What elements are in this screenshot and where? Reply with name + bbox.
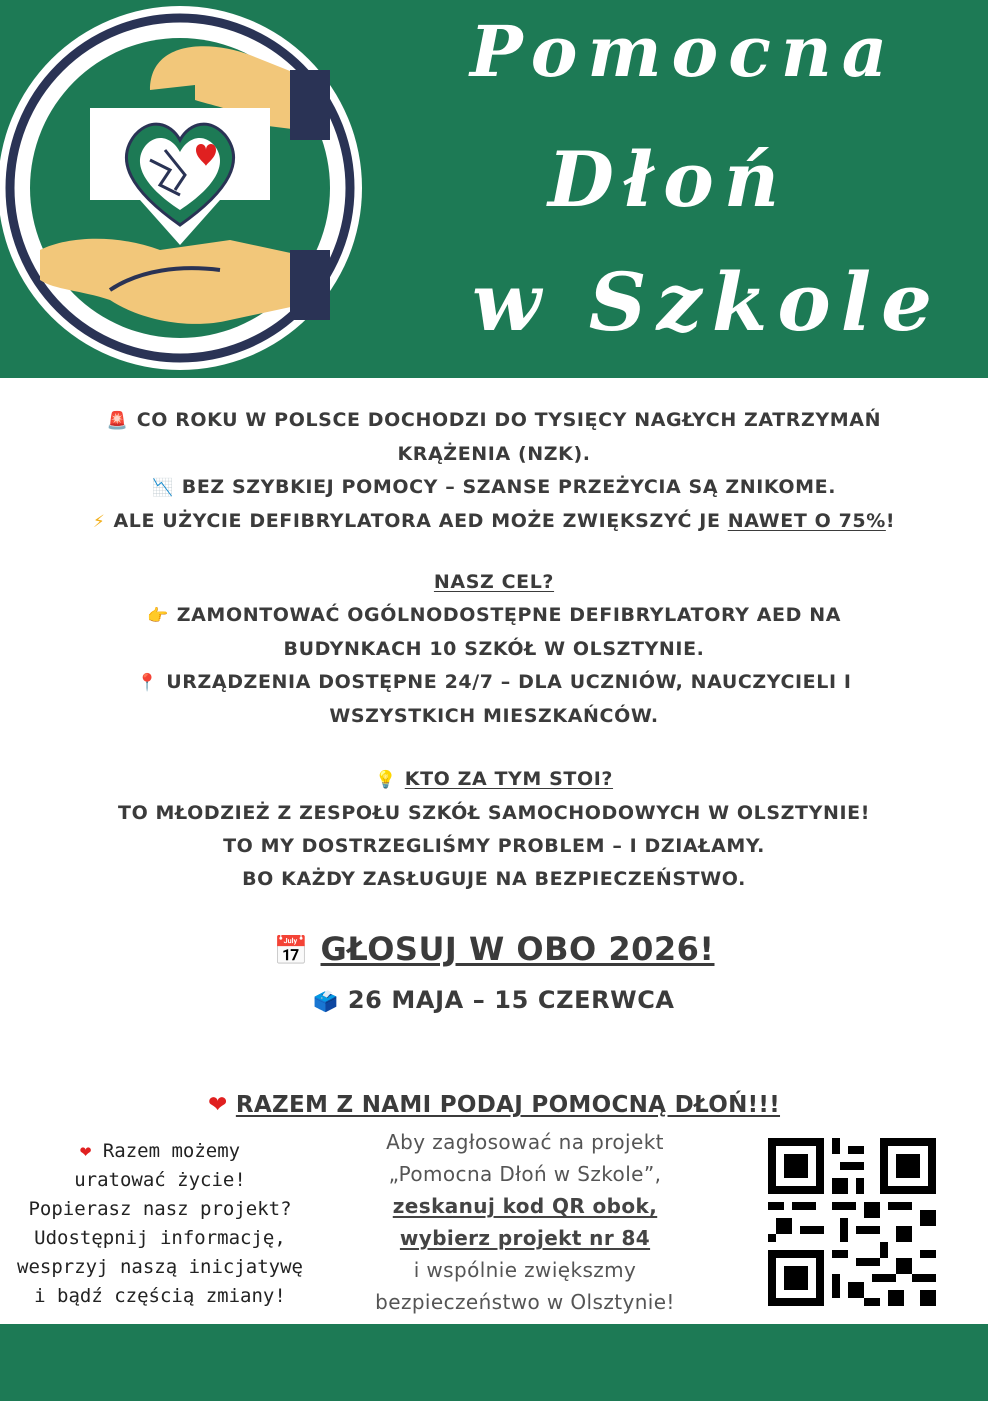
left-note-line-4: Udostępnij informację, — [34, 1227, 286, 1249]
title-line-1: Pomocna — [470, 10, 898, 93]
intro-section — [0, 404, 988, 539]
heart-icon: ❤ — [79, 1140, 92, 1162]
intro-line-4-suffix: ! — [885, 510, 896, 532]
left-note-line-2: uratować życie! — [74, 1169, 246, 1191]
mid-note-line-6: bezpieczeństwo w Olsztynie! — [375, 1290, 675, 1314]
calendar-icon: 📅 — [273, 934, 309, 967]
vote-dates: 26 MAJA – 15 CZERWCA — [347, 986, 675, 1014]
logo-helping-hands — [0, 0, 372, 380]
vote-title: GŁOSUJ W OBO 2026! — [320, 930, 715, 968]
who-line-2: TO MY DOSTRZEGLIŚMY PROBLEM – I DZIAŁAMY. — [223, 835, 765, 857]
pointing-hand-icon: 👉 — [146, 606, 169, 626]
heart-icon: ❤ — [207, 1092, 228, 1118]
goal-line-2: BUDYNKACH 10 SZKÓŁ W OLSZTYNIE. — [283, 638, 705, 660]
left-note-line-6: i bądź częścią zmiany! — [34, 1285, 286, 1307]
pin-icon: 📍 — [136, 673, 159, 693]
together-row — [0, 1092, 988, 1118]
mid-note-line-1: Aby zagłosować na projekt — [386, 1130, 664, 1154]
mid-note-line-2: „Pomocna Dłoń w Szkole”, — [388, 1162, 662, 1186]
left-note-line-5: wesprzyj naszą inicjatywę — [17, 1256, 303, 1278]
intro-line-4-prefix: ALE UŻYCIE DEFIBRYLATORA AED MOŻE ZWIĘKSZYĆ JE — [113, 510, 728, 532]
goal-line-3: URZĄDZENIA DOSTĘPNE 24/7 – DLA UCZNIÓW, NAUCZYCIELI I — [166, 671, 852, 693]
vote-dates-row — [0, 986, 988, 1014]
title-line-2: Dłoń — [548, 135, 790, 224]
who-heading: KTO ZA TYM STOI? — [404, 768, 614, 790]
mid-note — [330, 1126, 720, 1318]
goal-heading: NASZ CEL? — [433, 571, 555, 593]
goal-line-4: WSZYSTKICH MIESZKAŃCÓW. — [329, 705, 659, 727]
left-note — [10, 1137, 310, 1311]
intro-line-3: BEZ SZYBKIEJ POMOCY – SZANSE PRZEŻYCIA SĄ ZNIKOME. — [181, 476, 837, 498]
who-section — [0, 763, 988, 896]
together-text: RAZEM Z NAMI PODAJ POMOCNĄ DŁOŃ!!! — [235, 1092, 781, 1118]
lightning-icon: ⚡ — [92, 512, 106, 532]
qr-code[interactable] — [768, 1138, 936, 1306]
left-note-line-3: Popierasz nasz projekt? — [28, 1198, 292, 1220]
who-line-3: BO KAŻDY ZASŁUGUJE NA BEZPIECZEŃSTWO. — [242, 868, 746, 890]
intro-line-4-emph: NAWET O 75% — [727, 510, 886, 532]
bulb-icon: 💡 — [374, 770, 397, 790]
footer-band — [0, 1324, 988, 1401]
mid-note-line-3: zeskanuj kod QR obok, — [392, 1194, 658, 1218]
mid-note-line-4: wybierz projekt nr 84 — [399, 1226, 651, 1250]
intro-line-1: CO ROKU W POLSCE DOCHODZI DO TYSIĘCY NAGŁYCH ZATRZYMAŃ — [136, 409, 882, 431]
left-note-line-1: Razem możemy — [102, 1140, 241, 1162]
who-line-1: TO MŁODZIEŻ Z ZESPOŁU SZKÓŁ SAMOCHODOWYCH W OLSZTYNIE! — [118, 802, 870, 824]
siren-icon: 🚨 — [106, 411, 129, 431]
goal-section — [0, 566, 988, 733]
ballot-box-icon: 🗳️ — [313, 989, 339, 1013]
mid-note-line-5: i wspólnie zwiększmy — [413, 1258, 637, 1282]
intro-line-2: KRĄŻENIA (NZK). — [397, 443, 591, 465]
vote-title-row — [0, 930, 988, 968]
goal-line-1: ZAMONTOWAĆ OGÓLNODOSTĘPNE DEFIBRYLATORY AED NA — [176, 604, 842, 626]
chart-down-icon: 📉 — [151, 478, 174, 498]
title-line-3: w Szkole — [472, 255, 942, 349]
